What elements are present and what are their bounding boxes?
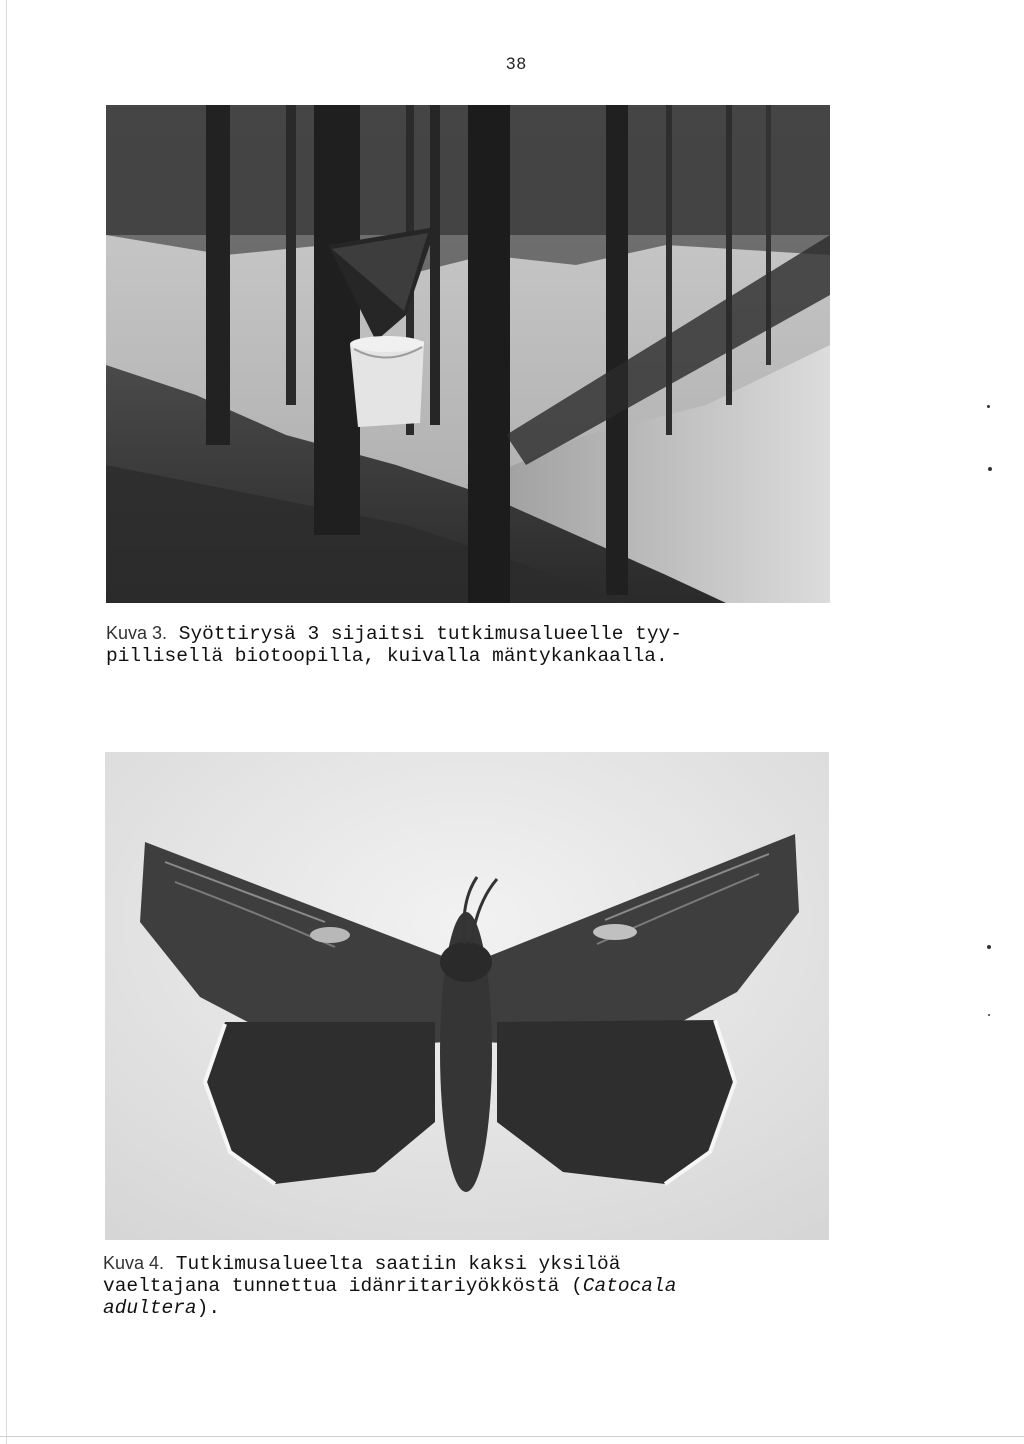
caption-text: vaeltajana tunnettua idänritariyökköstä ( xyxy=(103,1275,583,1297)
page-number: 38 xyxy=(506,54,527,73)
species-genus: Catocala xyxy=(582,1275,677,1297)
scan-mark xyxy=(987,945,991,949)
caption-text: Syöttirysä 3 sijaitsi tutkimusalueelle tyy- xyxy=(167,623,682,645)
page-edge xyxy=(0,1436,1024,1437)
scan-mark xyxy=(988,467,992,471)
scan-mark xyxy=(988,1014,990,1016)
moth-photo xyxy=(105,752,829,1240)
figure-label: Kuva 3. xyxy=(106,623,168,643)
figure-caption xyxy=(103,1252,676,1319)
page-edge xyxy=(6,0,7,1444)
figure-caption xyxy=(106,622,682,667)
caption-text: Tutkimusalueelta saatiin kaksi yksilöä xyxy=(164,1253,621,1275)
forest-trap-photo xyxy=(106,105,830,603)
figure-label: Kuva 4. xyxy=(103,1253,165,1273)
caption-text: ). xyxy=(196,1297,221,1319)
scan-mark xyxy=(987,405,990,408)
caption-text: pillisellä biotoopilla, kuivalla mäntykankaalla. xyxy=(106,645,668,667)
species-epithet: adultera xyxy=(103,1297,197,1319)
